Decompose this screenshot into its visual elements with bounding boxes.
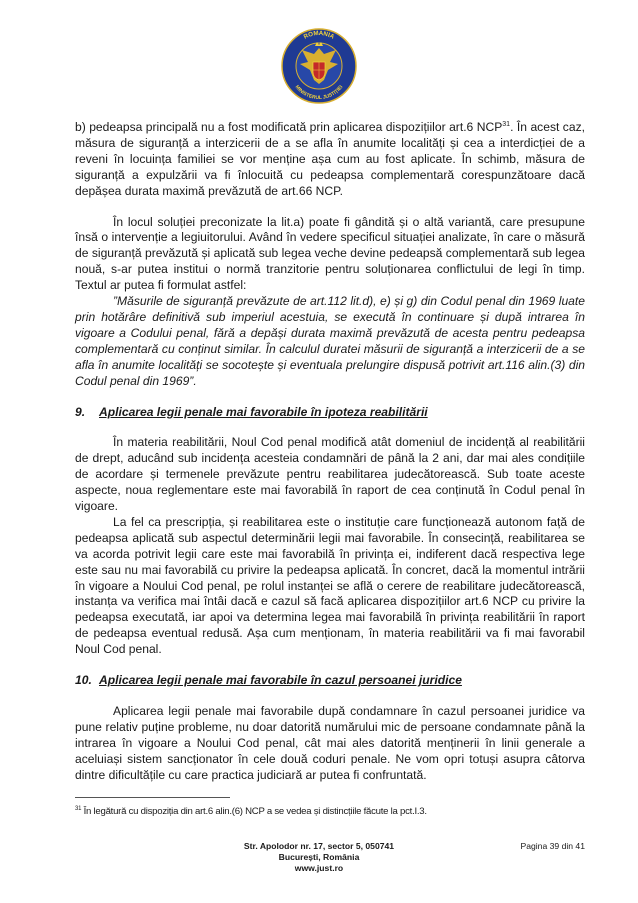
document-body — [75, 120, 585, 784]
quote-paragraph: ”Măsurile de siguranță prevăzute de art.112 lit.d), e) și g) din Codul penal din 1969 luate prin hotărâre definitivă sub imperiul acestuia, se execută în continuare și după intrarea în vigoare a Codului penal, fără a depăși durata maximă prevăzută de acesta pentru pedeapsa complementară cu conținut similar. În calculul duratei măsurii de siguranță a interzicerii de a se afla în anumite localități se socotește și eventuala prelungire dispusă potrivit art.116 alin.(3) din Codul penal din 1969”. — [75, 294, 585, 388]
footer-city-line: București, România — [278, 852, 360, 862]
logo-top-text: ROMANIA — [302, 29, 336, 41]
paragraph-1: b) pedeapsa principală nu a fost modificată prin aplicarea dispozițiilor art.6 NCP$^{31}$. În acest caz, măsura de siguranță a interzicerii de a se afla în anumite localități și cea a interdicției de a reveni în locuința familiei se vor menține așa cum au fost aplicate. În schimb, măsura de siguranță a expulzării va fi înlocuită cu pedeapsa complementară corespunzătoare dacă depășea durata maximă prevăzută de art.66 NCP. — [75, 120, 585, 198]
ministry-logo — [280, 24, 358, 110]
footer-website-link[interactable]: www.just.ro — [294, 863, 344, 873]
paragraph-5: Aplicarea legii penale mai favorabile după condamnare în cazul persoanei juridice va pune relativ puține probleme, nu doar datorită numărului mic de persoane condamnate până la intrarea în vigoare a Noului Cod penal, cât mai ales datorită menținerii în linii generale a aceluiași sistem sancționator în cele două coduri penale. Ne vom opri totuși asupra câtorva dintre dificultățile cu care practica judiciară ar putea fi confruntată. — [75, 704, 585, 782]
paragraph-3: În materia reabilitării, Noul Cod penal modifică atât domeniul de incidență al reabilitării de drept, aducând sub incidența acesteia condamnări de până la 2 ani, dar mai ales condițiile de acordare și termenele prevăzute pentru reabilitarea judecătorească. Sub toate aceste aspecte, noua reglementare este mai favorabilă în raport de cea conținută în Codul penal în vigoare. — [75, 435, 585, 514]
footer-address-line: Str. Apolodor nr. 17, sector 5, 050741 — [243, 841, 395, 851]
page-number: Pagina 39 din 41 — [520, 841, 585, 851]
footnote-ref: 31 — [502, 120, 511, 128]
paragraph-4: La fel ca prescripția, și reabilitarea este o instituție care funcționează autonom față de pedeapsa aplicată sub aspectul determinării legii mai favorabile. În consecință, reabilitarea se va acorda potrivit legii care este mai favorabilă în privința ei, indiferent dacă respectiva lege este sau nu mai favorabilă cu privire la pedeapsa aplicată. În concret, dacă la momentul intrării în vigoare a Noului Cod penal, pe rolul instanței se află o cerere de reabilitare judecătorească, instanța va verifica mai întâi dacă e cazul să facă aplicarea dispozițiilor art.6 NCP cu privire la pedeapsa executată, iar apoi va determina legea mai favorabilă în privința reabilitării în raport de pedeapsa eventual redusă. Așa cum menționam, în materia reabilitării va fi mai favorabil Noul Cod penal. — [75, 514, 585, 657]
page-footer-address — [230, 841, 408, 874]
paragraph-2: În locul soluției preconizate la lit.a) poate fi gândită și o altă variantă, care presupune însă o intervenție a legiuitorului. Având în vedere specificul situației analizate, în care o măsură de siguranță prevăzută și aplicată sub legea veche devine pedeapsă complementară sub legea nouă, s-ar putea institui o normă tranzitorie pentru soluționarea conflictului de legi în timp. Textul ar putea fi formulat astfel: — [75, 214, 585, 293]
section-heading-9: 9. Aplicarea legii penale mai favorabile în ipoteza reabilitării — [75, 404, 428, 419]
section-heading-10: 10. Aplicarea legii penale mai favorabile în cazul persoanei juridice — [75, 673, 462, 688]
footnote: $^{31}$ În legătură cu dispoziția din art.6 alin.(6) NCP a se vedea și distincțiile făcute la pct.I.3. — [75, 805, 427, 817]
footnote-divider — [75, 797, 230, 798]
logo-bottom-text: MINISTERUL JUSTIȚIEI — [293, 84, 345, 102]
